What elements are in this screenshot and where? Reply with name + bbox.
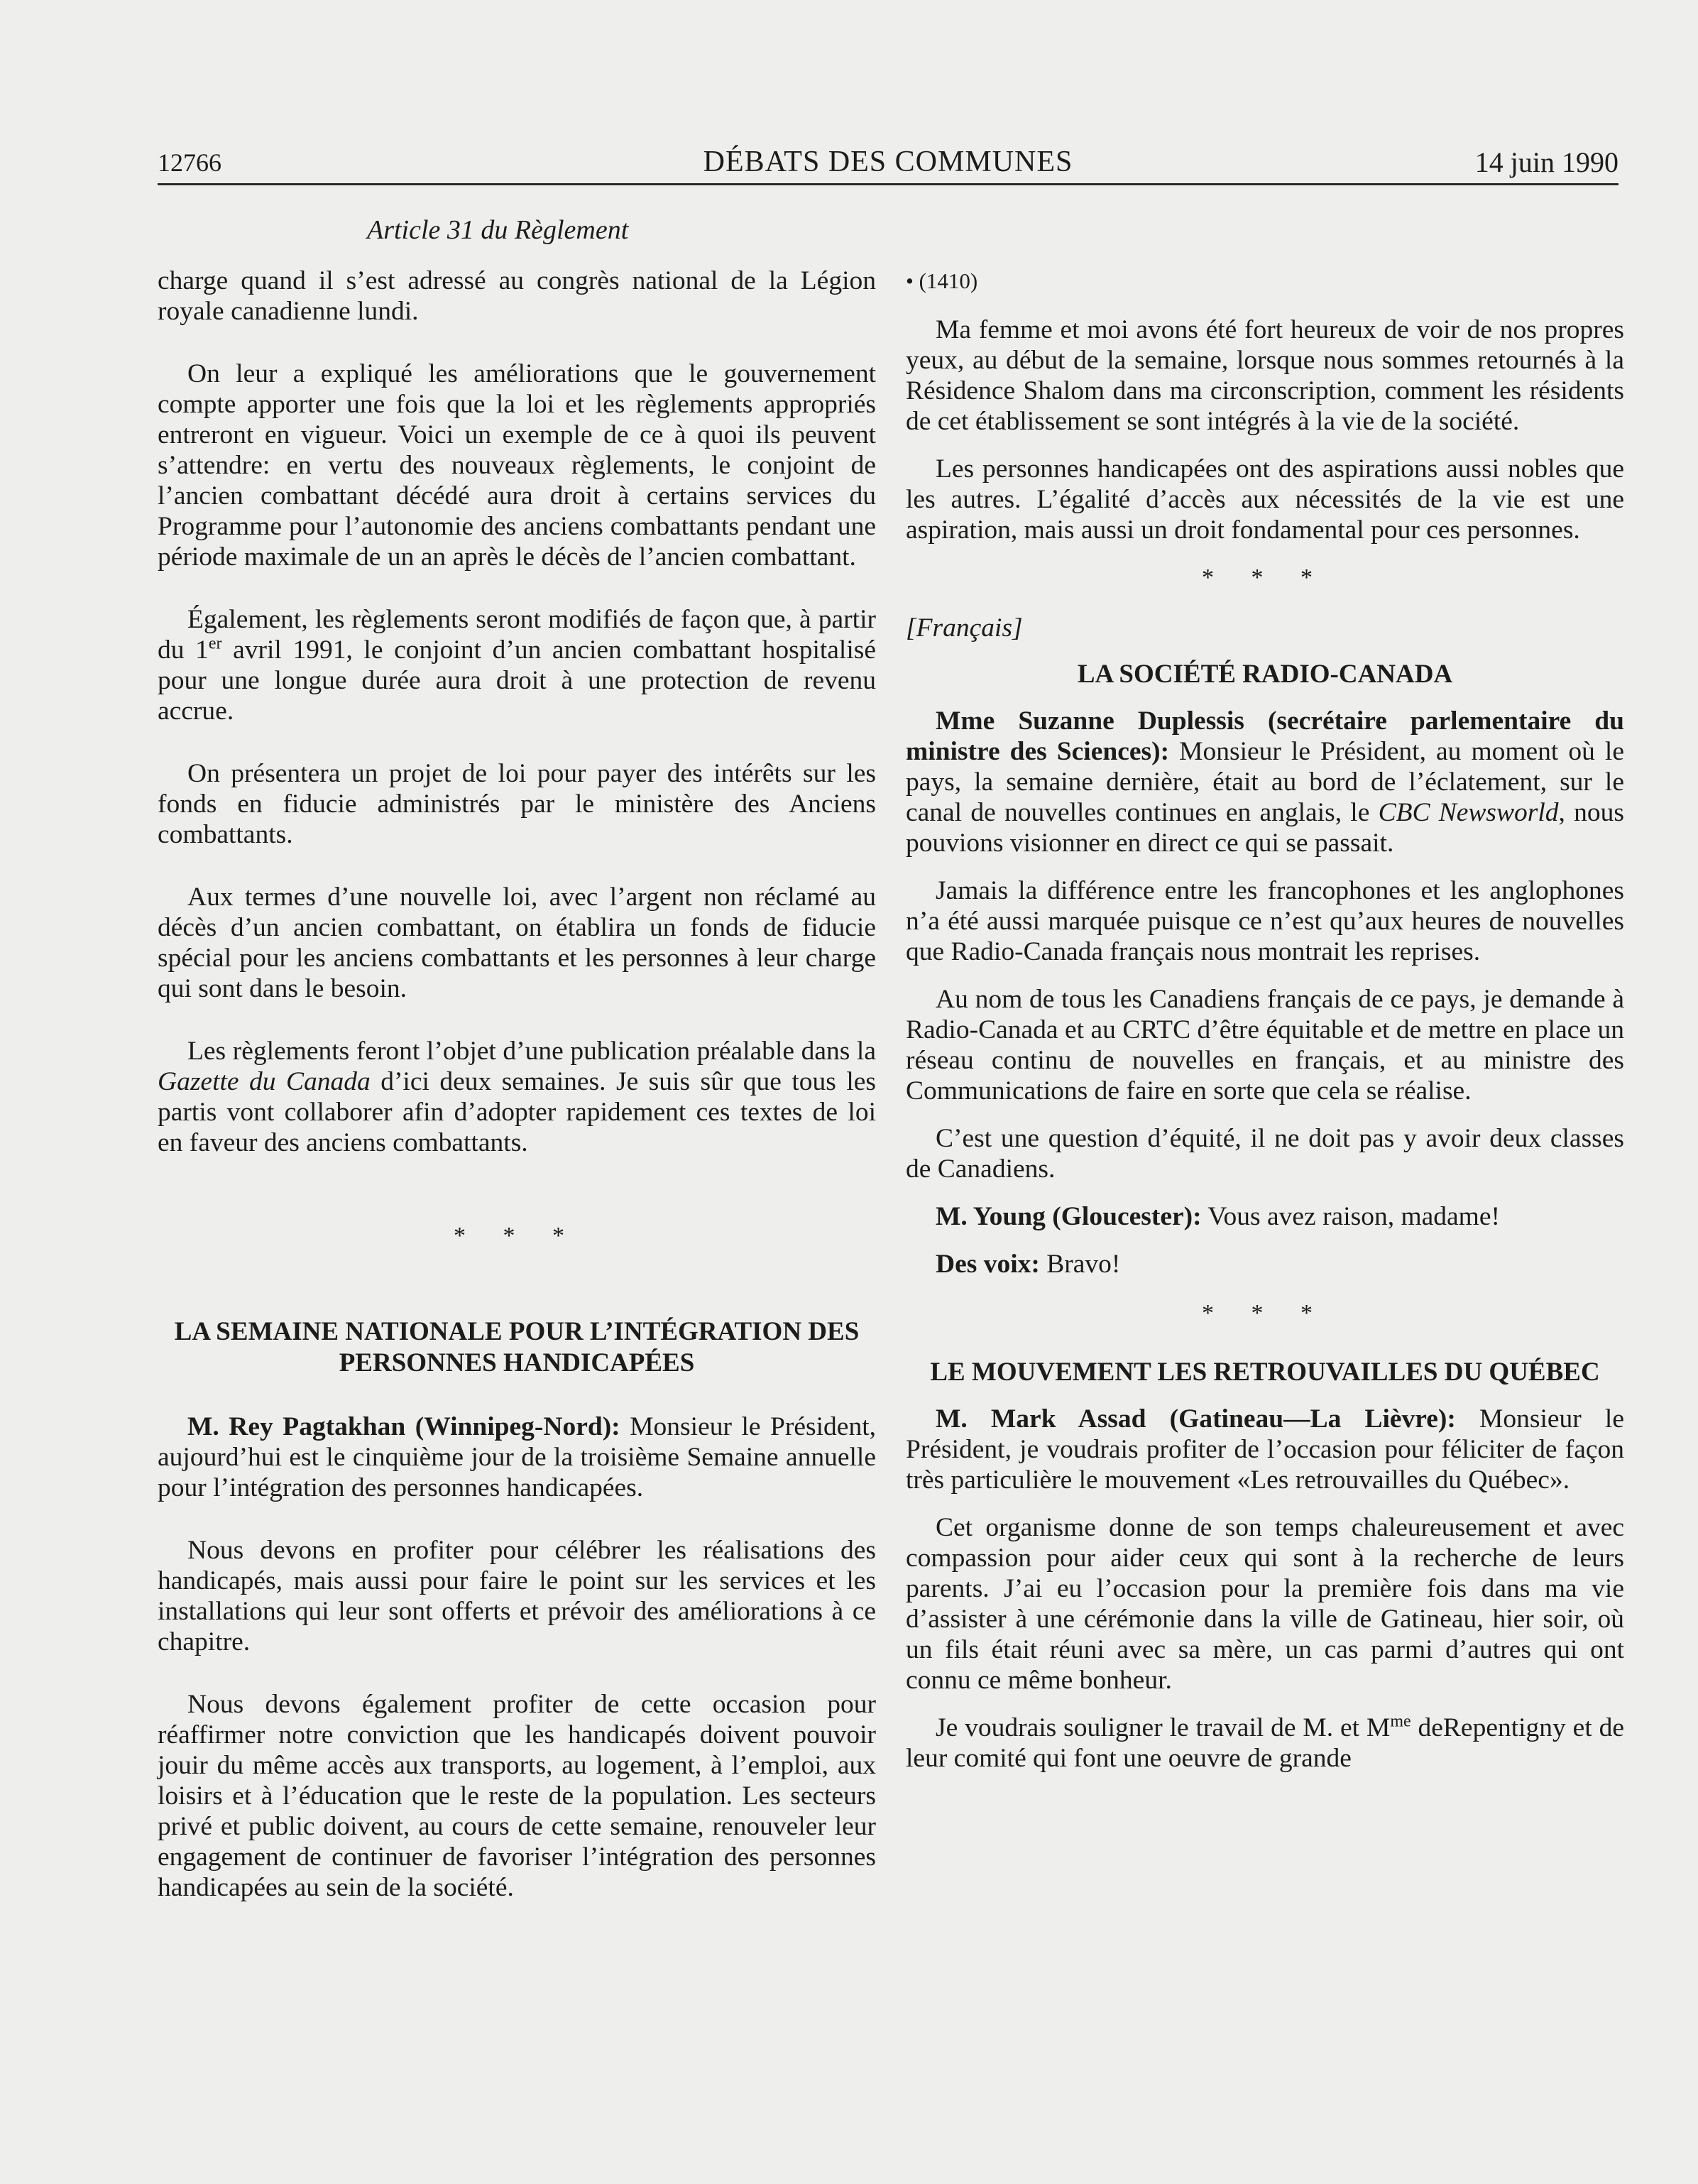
publication-title: DÉBATS DES COMMUNES <box>703 146 1073 178</box>
paragraph: On leur a expliqué les améliorations que le gouvernement compte apporter une fois que la loi et les règlements appropriés entreront en vigueur. Voici un exemple de ce à quoi ils peuvent s’attendre: en vertu des nouveaux règlements, le conjoint de l’ancien combattant décédé aura droit à certains services du Programme pour l’autonomie des anciens combattants pendant une période maximale de un an après le décès de l’ancien combattant. <box>158 359 876 572</box>
paragraph: Des voix: Bravo! <box>936 1250 1121 1279</box>
speaker-name: M. Rey Pagtakhan (Winnipeg-Nord): <box>187 1412 620 1441</box>
paragraph: Nous devons également profiter de cette occasion pour réaffirmer notre conviction que les handicapés doivent pouvoir jouir du même accès aux transports, au logement, à l’emploi, aux loisirs et à l’éducation que le reste de la population. Les secteurs privé et public doivent, au cours de cette semaine, renouveler leur engagement de continuer de favoriser l’intégration des personnes handicapées au sein de la société. <box>158 1690 876 1902</box>
section-subheader: Article 31 du Règlement <box>367 215 629 245</box>
paragraph: M. Rey Pagtakhan (Winnipeg-Nord): Monsieur le Président, aujourd’hui est le cinquième jour de la troisième Semaine annuelle pour l’intégration des personnes handicapées. <box>158 1412 876 1502</box>
paragraph: Mme Suzanne Duplessis (secrétaire parlementaire du ministre des Sciences): Monsieur le Président, au moment où le pays, la semaine dernière, était au bord de l’éclatement, sur le canal de nouvelles continues en anglais, le CBC Newsworld, nous pouvions visionner en direct ce qui se passait. <box>906 706 1624 858</box>
speaker-name: Des voix: <box>936 1250 1040 1279</box>
paragraph: Aux termes d’une nouvelle loi, avec l’argent non réclamé au décès d’un ancien combattant, on établira un fonds de fiducie spécial pour les anciens combattants et les personnes à leur charge qui sont dans le besoin. <box>158 883 876 1003</box>
language-marker: [Français] <box>906 613 1023 643</box>
paragraph: Nous devons en profiter pour célébrer les réalisations des handicapés, mais aussi pour faire le point sur les services et les installations qui leur sont offerts et prévoir des améliorations à ce chapitre. <box>158 1536 876 1656</box>
left-column <box>158 266 876 1903</box>
section-heading: LA SOCIÉTÉ RADIO-CANADA <box>1077 660 1453 689</box>
right-column <box>906 266 1624 1774</box>
publication-date: 14 juin 1990 <box>1474 146 1618 178</box>
paragraph: Les personnes handicapées ont des aspirations aussi nobles que les autres. L’égalité d’accès aux nécessités de la vie est une aspiration, mais aussi un droit fondamental pour ces personnes. <box>906 454 1624 545</box>
section-heading: LA SEMAINE NATIONALE POUR L’INTÉGRATION DES PERSONNES HANDICAPÉES <box>174 1317 860 1377</box>
paragraph: C’est une question d’équité, il ne doit pas y avoir deux classes de Canadiens. <box>906 1124 1624 1184</box>
paragraph: charge quand il s’est adressé au congrès national de la Légion royale canadienne lundi. <box>158 266 876 326</box>
paragraph: M. Mark Assad (Gatineau—La Lièvre): Monsieur le Président, je voudrais profiter de l’occasion pour féliciter de façon très particulière le mouvement «Les retrouvailles du Québec». <box>906 1404 1624 1495</box>
speaker-name: M. Young (Gloucester): <box>936 1202 1202 1231</box>
page-header <box>158 139 1618 185</box>
speaker-name: M. Mark Assad (Gatineau—La Lièvre): <box>936 1404 1456 1434</box>
paragraph: Également, les règlements seront modifiés de façon que, à partir du 1er avril 1991, le conjoint d’un ancien combattant hospitalisé pour une longue durée aura droit à une protection de revenu accrue. <box>158 605 877 726</box>
paragraph: Au nom de tous les Canadiens français de ce pays, je demande à Radio-Canada et au CRTC d’être équitable et de mettre en place un réseau continu de nouvelles en français, et au ministre des Communications de faire en sorte que cela se réalise. <box>906 985 1624 1105</box>
section-heading: LE MOUVEMENT LES RETROUVAILLES DU QUÉBEC <box>930 1358 1600 1387</box>
paragraph: Ma femme et moi avons été fort heureux de voir de nos propres yeux, au début de la semaine, lorsque nous sommes retournés à la Résidence Shalom dans ma circonscription, comment les résidents de cet établissement se sont intégrés à la vie de la société. <box>906 315 1624 436</box>
paragraph: Jamais la différence entre les francophones et les anglophones n’a été aussi marquée puisque ce n’est qu’aux heures de nouvelles que Radio-Canada français nous montrait les reprises. <box>906 876 1624 966</box>
paragraph: Je voudrais souligner le travail de M. et $M^{me}$ deRepentigny et de leur comité qui font une oeuvre de grande <box>906 1712 1625 1773</box>
time-stamp: • (1410) <box>906 268 978 293</box>
paragraph: On présentera un projet de loi pour payer des intérêts sur les fonds en fiducie administrés par le ministère des Anciens combattants. <box>158 759 876 849</box>
section-separator: * * * <box>454 1223 580 1249</box>
speaker-name: Mme Suzanne Duplessis (secrétaire parlementaire du ministre des Sciences): <box>906 706 1624 766</box>
section-separator: * * * <box>1202 1300 1328 1326</box>
section-separator: * * * <box>1202 564 1328 591</box>
paragraph: M. Young (Gloucester): Vous avez raison, madame! <box>936 1202 1500 1231</box>
page-number: 12766 <box>158 148 221 177</box>
paragraph: Cet organisme donne de son temps chaleureusement et avec compassion pour aider ceux qui sont à la recherche de leurs parents. J’ai eu l’occasion pour la première fois dans ma vie d’assister à une cérémonie dans la ville de Gatineau, hier soir, où un fils était réuni avec sa mère, un cas parmi d’autres qui ont connu ce même bonheur. <box>906 1513 1624 1695</box>
paragraph: Les règlements feront l’objet d’une publication préalable dans la Gazette du Canada d’ici deux semaines. Je suis sûr que tous les partis vont collaborer afin d’adopter rapidement ces textes de loi en faveur des anciens combattants. <box>158 1037 876 1157</box>
